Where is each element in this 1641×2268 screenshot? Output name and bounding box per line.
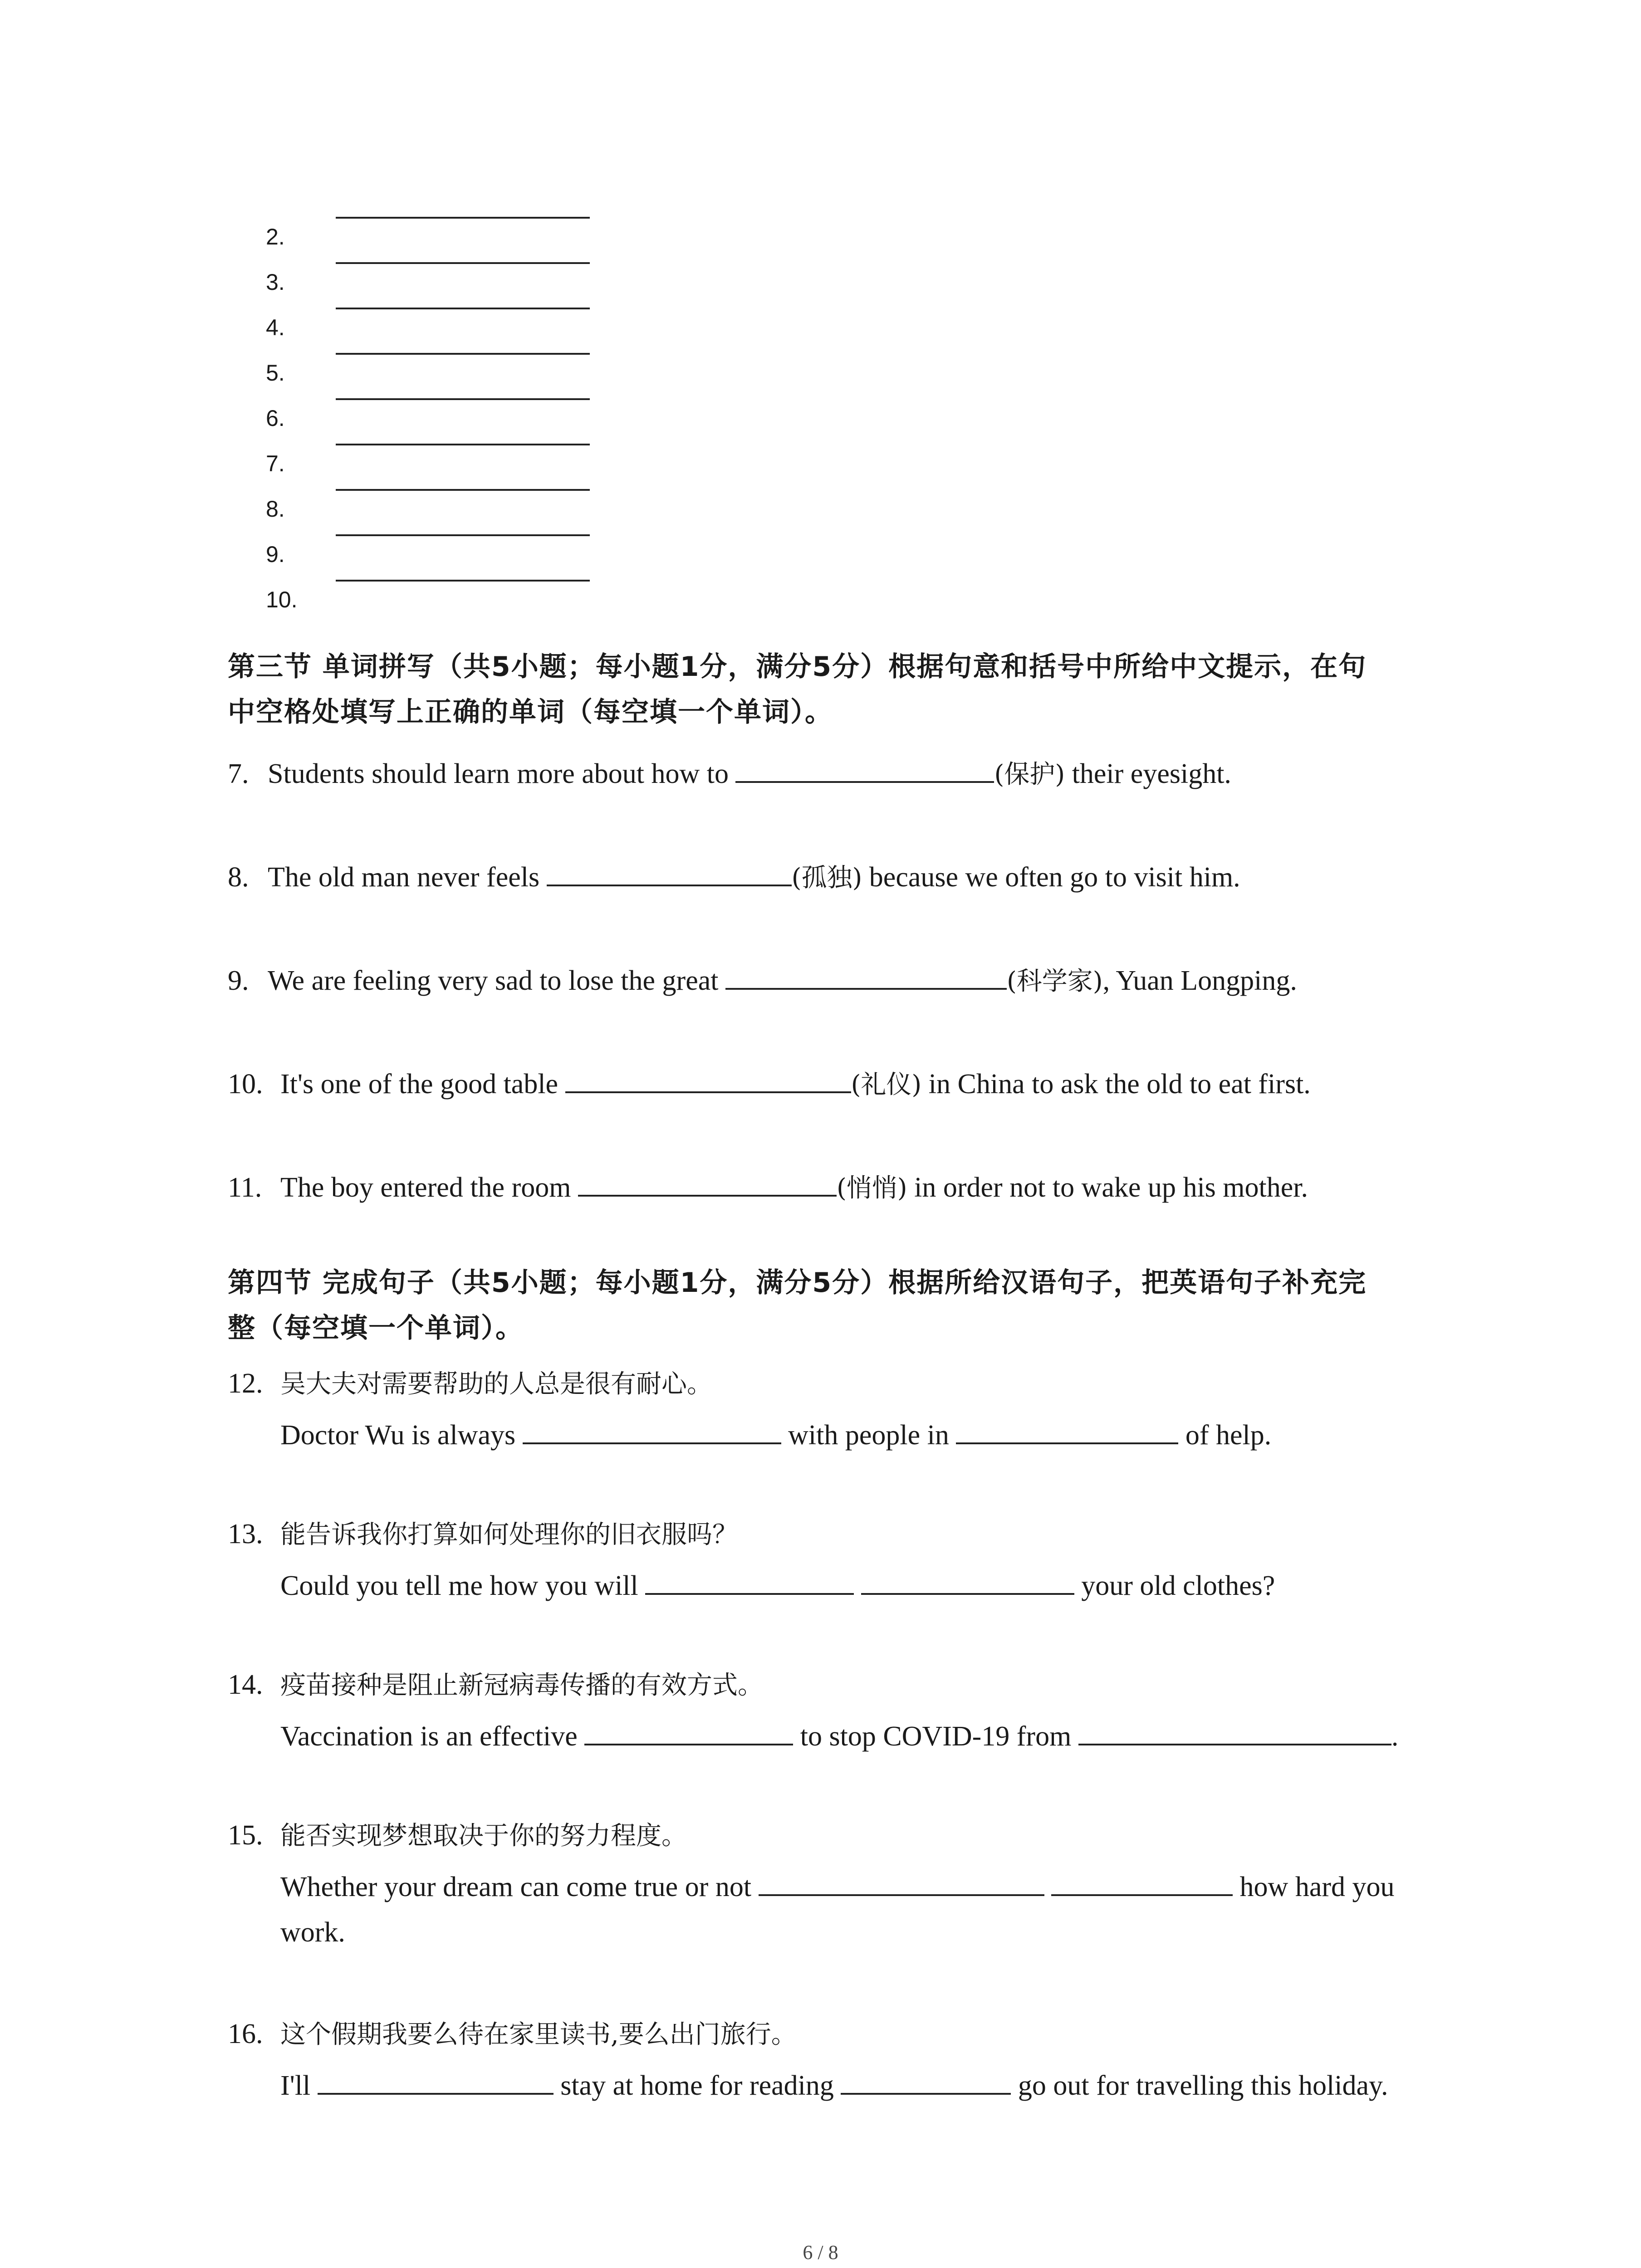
question-number: 9. xyxy=(228,965,249,996)
question-15-english xyxy=(280,1870,1395,1904)
sentence-part: go out for travelling this holiday. xyxy=(1011,2070,1388,2101)
chinese-sentence: 吴大夫对需要帮助的人总是很有耐心。 xyxy=(280,1369,712,1399)
answer-number: 10. xyxy=(266,587,298,612)
answer-blank[interactable] xyxy=(547,860,792,886)
answer-number: 9. xyxy=(266,542,285,567)
question-number: 8. xyxy=(228,862,249,893)
answer-blank[interactable] xyxy=(861,1569,1074,1595)
answer-blank[interactable] xyxy=(578,1170,837,1197)
answer-blank[interactable] xyxy=(336,489,590,491)
answer-blank[interactable] xyxy=(841,2068,1011,2095)
sentence-part xyxy=(854,1570,861,1601)
question-number: 15. xyxy=(228,1820,263,1851)
sentence-part: how hard you xyxy=(1233,1872,1395,1902)
question-11 xyxy=(228,1170,1308,1206)
question-7 xyxy=(228,757,1231,792)
answer-blank[interactable] xyxy=(336,308,590,309)
answer-blank[interactable] xyxy=(336,398,590,400)
question-15-chinese xyxy=(228,1818,687,1853)
answer-number: 2. xyxy=(266,224,285,249)
question-number: 14. xyxy=(228,1669,263,1700)
answer-blank[interactable] xyxy=(956,1418,1178,1444)
sentence-part: to stop COVID-19 from xyxy=(793,1721,1078,1752)
answer-blank[interactable] xyxy=(759,1870,1044,1896)
question-text-before: The old man never feels xyxy=(268,862,547,893)
answer-blank[interactable] xyxy=(523,1418,781,1444)
question-text-after: , Yuan Longping. xyxy=(1102,965,1297,996)
chinese-sentence: 能否实现梦想取决于你的努力程度。 xyxy=(280,1821,687,1851)
chinese-sentence: 这个假期我要么待在家里读书,要么出门旅行。 xyxy=(280,2020,797,2049)
question-8 xyxy=(228,860,1240,895)
question-number: 16. xyxy=(228,2019,263,2049)
answer-blank[interactable] xyxy=(336,580,590,582)
answer-blank[interactable] xyxy=(336,444,590,445)
page-number: 6 / 8 xyxy=(803,2241,838,2263)
section4-title-line1: 第四节 完成句子（共5小题；每小题1分，满分5分）根据所给汉语句子，把英语句子补充完 xyxy=(228,1267,1367,1299)
sentence-part: Vaccination is an effective xyxy=(280,1721,585,1752)
section3-title-line2: 中空格处填写上正确的单词（每空填一个单词）。 xyxy=(228,696,833,728)
answer-blank[interactable] xyxy=(336,534,590,536)
question-9 xyxy=(228,963,1297,999)
question-text-after: in order not to wake up his mother. xyxy=(907,1172,1308,1203)
chinese-hint: (孤独) xyxy=(791,863,862,893)
answer-blank[interactable] xyxy=(725,963,1007,990)
chinese-hint: (科学家) xyxy=(1006,967,1103,996)
answer-blank[interactable] xyxy=(735,757,994,783)
section4-title xyxy=(228,1260,1453,1351)
section3-title xyxy=(228,644,1453,735)
question-number: 11. xyxy=(228,1172,262,1203)
question-number: 13. xyxy=(228,1519,263,1549)
question-15-english-line2: work. xyxy=(280,1917,345,1948)
question-13-english xyxy=(280,1569,1275,1603)
answer-blank[interactable] xyxy=(584,1719,793,1745)
sentence-part: with people in xyxy=(781,1420,956,1451)
sentence-part: Could you tell me how you will xyxy=(280,1570,646,1601)
answer-number: 8. xyxy=(266,496,285,522)
question-16-chinese xyxy=(228,2017,797,2052)
answer-number: 4. xyxy=(266,315,285,340)
answer-blank[interactable] xyxy=(336,353,590,355)
answer-number: 6. xyxy=(266,406,285,431)
sentence-part: Whether your dream can come true or not xyxy=(280,1872,759,1902)
sentence-part xyxy=(1044,1872,1052,1902)
answer-blank[interactable] xyxy=(645,1569,854,1595)
question-14-english xyxy=(280,1719,1398,1754)
sentence-part: your old clothes? xyxy=(1074,1570,1275,1601)
question-text-after: their eyesight. xyxy=(1065,758,1231,789)
question-12-chinese xyxy=(228,1366,712,1402)
sentence-part: I'll xyxy=(280,2070,318,2101)
answer-blank[interactable] xyxy=(318,2068,554,2095)
question-10 xyxy=(228,1067,1311,1102)
question-12-english xyxy=(280,1418,1271,1452)
answer-blank[interactable] xyxy=(336,262,590,264)
sentence-part: stay at home for reading xyxy=(553,2070,841,2101)
question-16-english xyxy=(280,2068,1388,2103)
answer-number: 7. xyxy=(266,451,285,476)
section3-title-line1: 第三节 单词拼写（共5小题；每小题1分，满分5分）根据句意和括号中所给中文提示，在句 xyxy=(228,651,1367,683)
sentence-part: Doctor Wu is always xyxy=(280,1420,523,1451)
question-13-chinese xyxy=(228,1517,738,1552)
question-number: 10. xyxy=(228,1069,263,1100)
chinese-hint: (悄悄) xyxy=(836,1173,907,1203)
chinese-hint: (保护) xyxy=(994,760,1065,789)
question-number: 12. xyxy=(228,1368,263,1399)
question-text-after: because we often go to visit him. xyxy=(862,862,1240,893)
question-text-before: We are feeling very sad to lose the great xyxy=(268,965,725,996)
chinese-hint: (礼仪) xyxy=(851,1070,922,1100)
question-text-before: It's one of the good table xyxy=(280,1069,565,1100)
section4-title-line2: 整（每空填一个单词）。 xyxy=(228,1312,524,1344)
question-text-before: Students should learn more about how to xyxy=(268,758,736,789)
answer-blank[interactable] xyxy=(565,1067,851,1093)
answer-blank[interactable] xyxy=(336,217,590,219)
sentence-part: . xyxy=(1391,1721,1399,1752)
answer-blank[interactable] xyxy=(1078,1719,1391,1745)
sentence-part: of help. xyxy=(1178,1420,1272,1451)
question-text-after: in China to ask the old to eat first. xyxy=(921,1069,1311,1100)
chinese-sentence: 疫苗接种是阻止新冠病毒传播的有效方式。 xyxy=(280,1671,763,1700)
question-14-chinese xyxy=(228,1667,763,1703)
answer-number: 3. xyxy=(266,269,285,295)
question-number: 7. xyxy=(228,758,249,789)
question-text-before: The boy entered the room xyxy=(280,1172,578,1203)
answer-blank[interactable] xyxy=(1051,1870,1233,1896)
answer-number: 5. xyxy=(266,360,285,386)
chinese-sentence: 能告诉我你打算如何处理你的旧衣服吗？ xyxy=(280,1520,738,1549)
